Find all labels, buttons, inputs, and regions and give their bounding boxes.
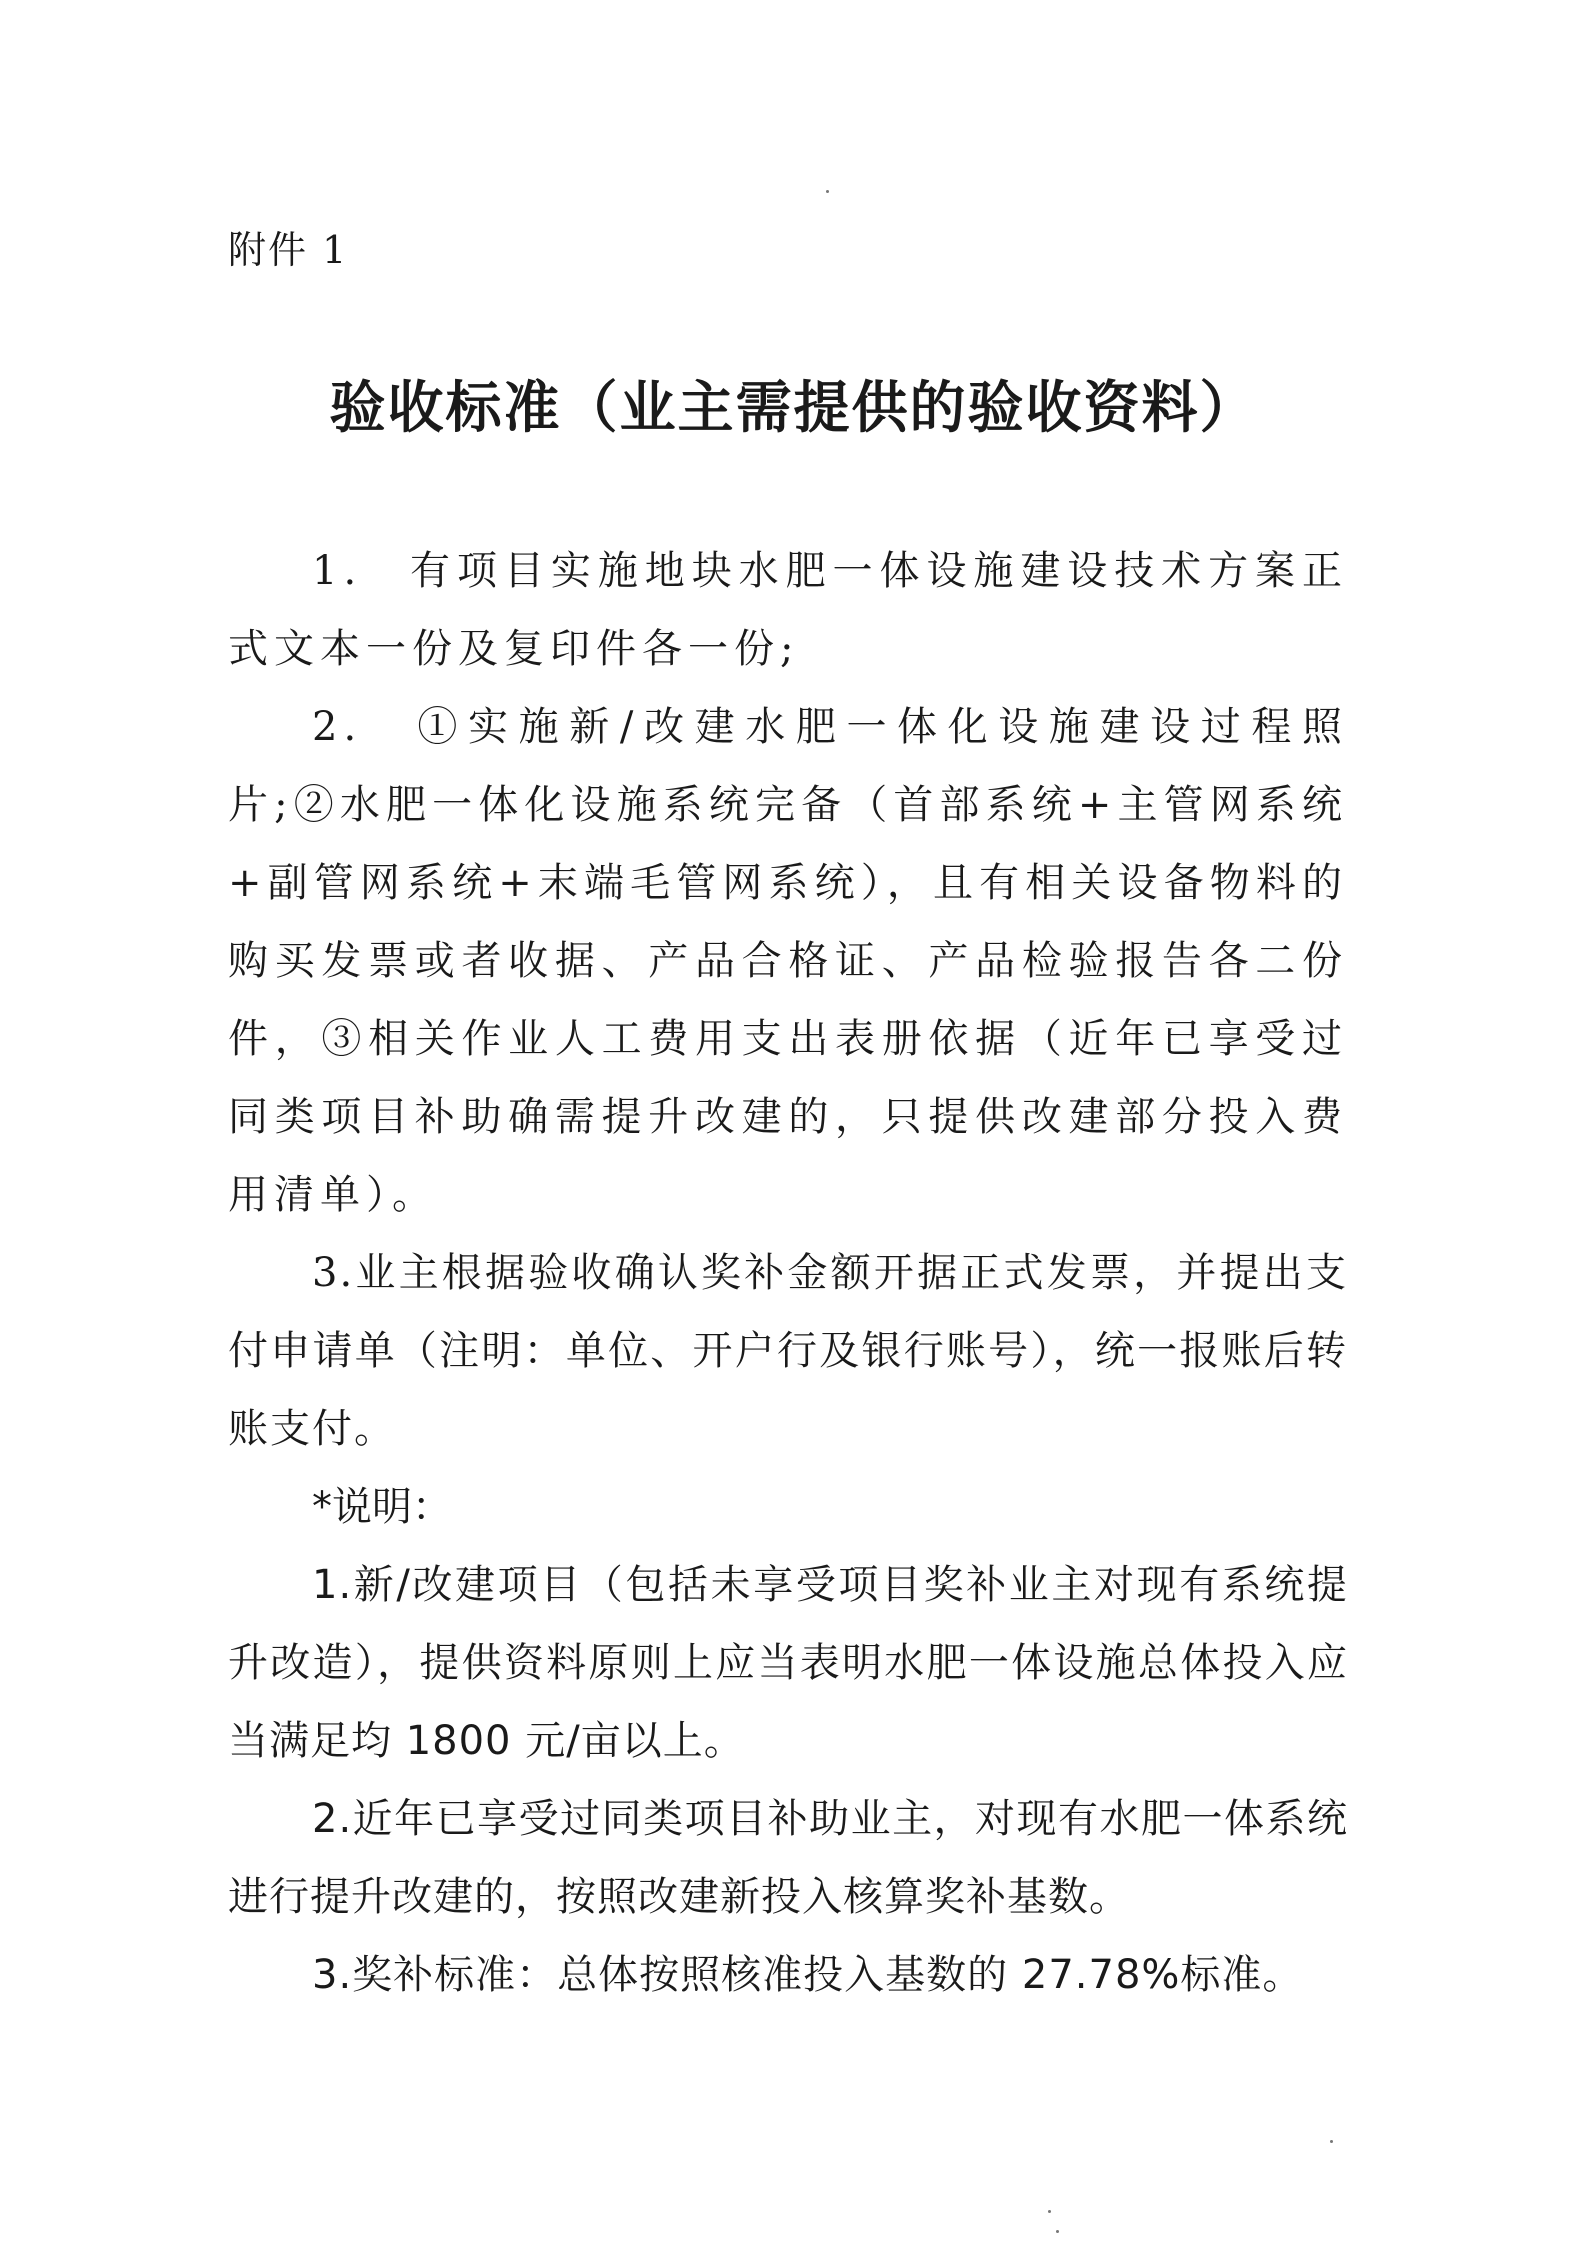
scan-speck [826, 190, 829, 193]
requirement-item-1: 1. 有项目实施地块水肥一体设施建设技术方案正式文本一份及复印件各一份; [228, 548, 1348, 672]
scan-speck [1048, 2210, 1051, 2213]
note-item-1: 1.新/改建项目（包括未享受项目奖补业主对现有系统提升改造），提供资料原则上应当表明水肥一体设施总体投入应当满足均 1800 元/亩以上。 [228, 1562, 1348, 1764]
note-item-3: 3.奖补标准：总体按照核准投入基数的 27.78%标准。 [312, 1952, 1304, 1998]
note-item-2: 2.近年已享受过同类项目补助业主，对现有水肥一体系统进行提升改建的，按照改建新投入核算奖补基数。 [228, 1796, 1348, 1920]
notes-heading: *说明： [312, 1484, 452, 1530]
attachment-label: 附件 1 [228, 228, 349, 272]
scan-speck [1056, 2230, 1059, 2233]
requirement-item-3: 3.业主根据验收确认奖补金额开据正式发票，并提出支付申请单（注明：单位、开户行及银行账号），统一报账后转账支付。 [228, 1250, 1348, 1452]
scan-speck [1330, 2140, 1333, 2143]
document-title: 验收标准（业主需提供的验收资料） [329, 375, 1258, 441]
document-body [228, 532, 1348, 2014]
requirement-item-2: 2. ①实施新/改建水肥一体化设施建设过程照片;②水肥一体化设施系统完备（首部系统+主管网系统+副管网系统+末端毛管网系统），且有相关设备物料的购买发票或者收据、产品合格证、产品检验报告各二份件，③相关作业人工费用支出表册依据（近年已享受过同类项目补助确需提升改建的，只提供改建部分投入费用清单）。 [228, 704, 1348, 1218]
